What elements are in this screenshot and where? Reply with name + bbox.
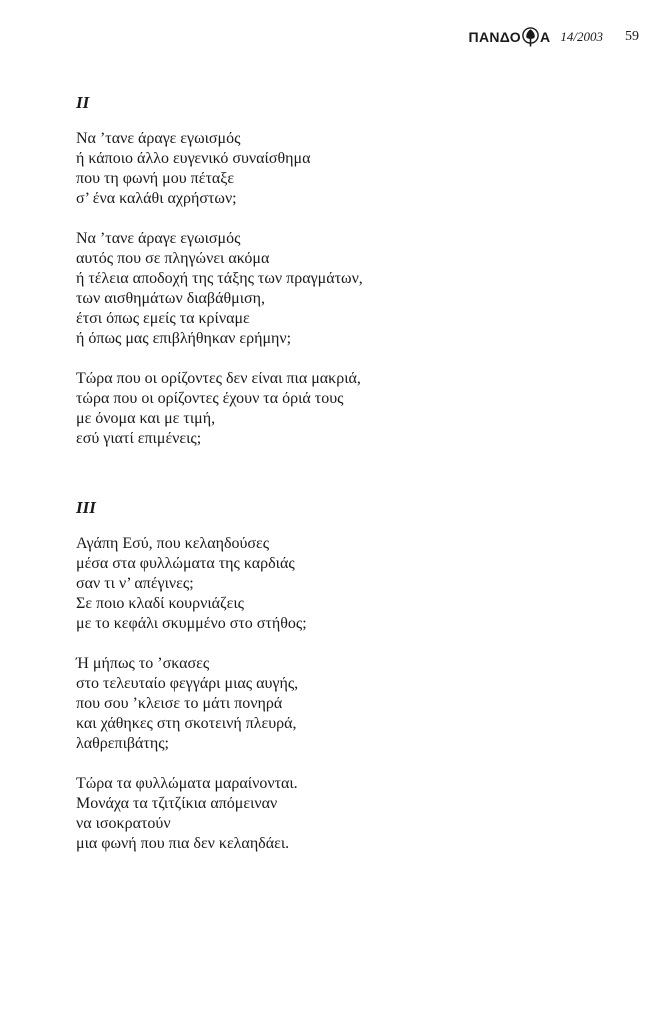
section-heading: III [76,498,96,517]
stanza [76,129,636,209]
verse-line: Ή μήπως το ’σκασες [76,655,210,672]
verse-line: Σε ποιο κλαδί κουρνιάζεις [76,595,244,612]
verse-line: Τώρα τα φυλλώματα μαραίνονται. [76,775,298,792]
verse-line: που τη φωνή μου πέταξε [76,170,235,187]
verse-line: ή τέλεια αποδοχή της τάξης των πραγμάτων, [76,270,363,287]
logo-text-left: ΠΑΝΔΟ [468,29,521,45]
verse-line: στο τελευταίο φεγγάρι μιας αυγής, [76,675,299,692]
verse-line: σ’ ένα καλάθι αχρήστων; [76,190,237,207]
running-head [469,26,639,48]
verse-line: σαν τι ν’ απέγινες; [76,575,194,592]
stanza [76,654,636,754]
stanza [76,229,636,349]
issue-number: 14/2003 [560,29,603,44]
poem-section [76,497,636,854]
verse-line: με το κεφάλι σκυμμένο στο στήθος; [76,615,307,632]
verse-line: και χάθηκες στη σκοτεινή πλευρά, [76,715,297,732]
verse-line: Να ’τανε άραγε εγωισμός [76,230,241,247]
verse-line: τώρα που οι ορίζοντες έχουν τα όριά τους [76,390,344,407]
verse-line: να ισοκρατούν [76,815,171,832]
verse-line: ή κάποιο άλλο ευγενικό συναίσθημα [76,150,311,167]
tree-in-circle-icon [522,27,539,47]
stanza [76,534,636,634]
logo-text-right: Α [539,29,551,45]
verse-line: έτσι όπως εμείς τα κρίναμε [76,310,250,327]
section-heading: II [76,93,90,112]
verse-line: Να ’τανε άραγε εγωισμός [76,130,241,147]
verse-line: Αγάπη Εσύ, που κελαηδούσες [76,535,270,552]
page-number: 59 [625,29,639,44]
verse-line: Τώρα που οι ορίζοντες δεν είναι πια μακριά, [76,370,361,387]
verse-line: Μονάχα τα τζιτζίκια απόμειναν [76,795,278,812]
poem-section [76,92,636,449]
verse-line: που σου ’κλεισε το μάτι πονηρά [76,695,283,712]
verse-line: μια φωνή που πια δεν κελαηδάει. [76,835,290,852]
verse-line: λαθρεπιβάτης; [76,735,169,752]
stanza [76,774,636,854]
poem-body [76,92,636,854]
verse-line: των αισθημάτων διαβάθμιση, [76,290,265,307]
verse-line: αυτός που σε πληγώνει ακόμα [76,250,270,267]
verse-line: μέσα στα φυλλώματα της καρδιάς [76,555,295,572]
journal-logo [469,27,551,47]
verse-line: εσύ γιατί επιμένεις; [76,430,202,447]
verse-line: με όνομα και με τιμή, [76,410,216,427]
verse-line: ή όπως μας επιβλήθηκαν ερήμην; [76,330,292,347]
stanza [76,369,636,449]
